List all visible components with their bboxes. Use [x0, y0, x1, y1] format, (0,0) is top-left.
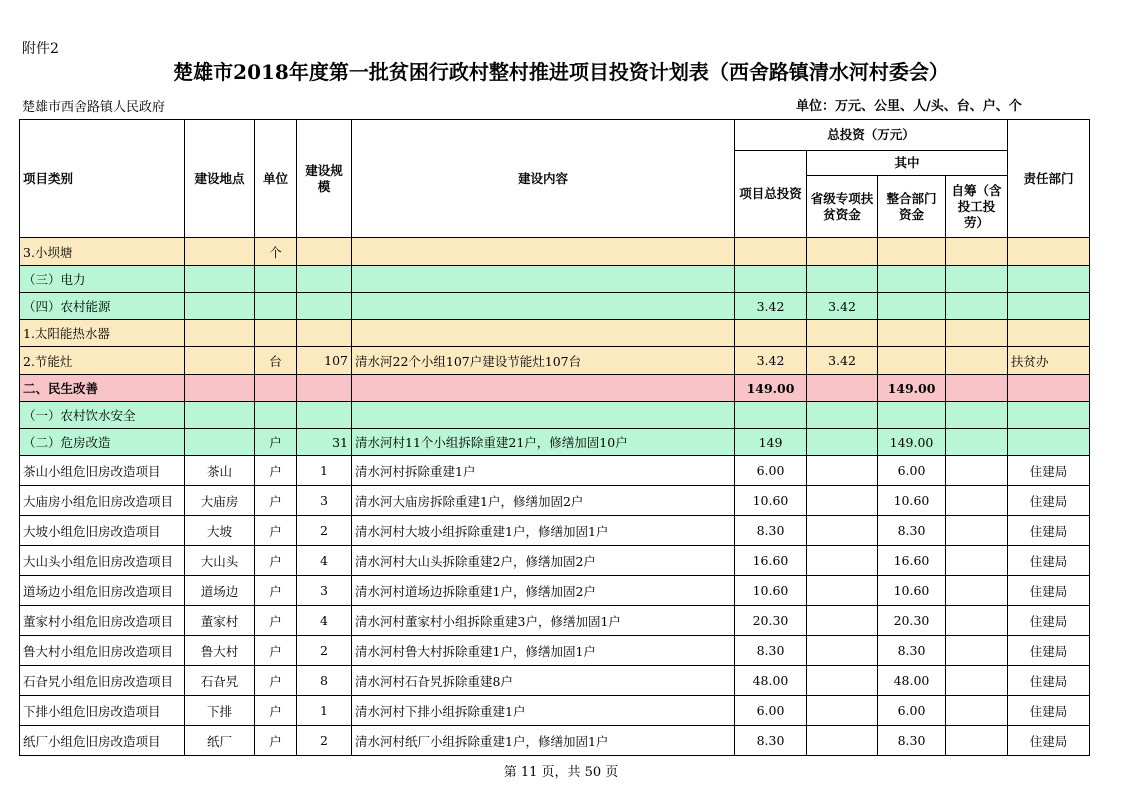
issuer-name: 楚雄市西舍路镇人民政府 — [22, 100, 166, 115]
cell-unit — [255, 402, 297, 429]
cell-location: 大山头 — [185, 546, 255, 576]
cell-integrated — [878, 266, 946, 293]
cell-integrated: 16.60 — [878, 546, 946, 576]
cell-content: 清水河村大山头拆除重建2户，修缮加固2户 — [352, 546, 735, 576]
cell-content — [352, 293, 735, 320]
cell-dept: 住建局 — [1008, 696, 1090, 726]
cell-unit — [255, 320, 297, 347]
cell-self — [946, 576, 1008, 606]
cell-total: 16.60 — [735, 546, 807, 576]
cell-unit — [255, 375, 297, 402]
cell-provincial: 3.42 — [807, 293, 878, 320]
cell-integrated — [878, 347, 946, 375]
cell-content: 清水河村鲁大村拆除重建1户，修缮加固1户 — [352, 636, 735, 666]
cell-scale: 2 — [297, 636, 352, 666]
cell-location — [185, 402, 255, 429]
header-dept: 责任部门 — [1008, 120, 1090, 238]
cell-total: 3.42 — [735, 347, 807, 375]
cell-location — [185, 347, 255, 375]
cell-provincial — [807, 726, 878, 756]
cell-provincial — [807, 486, 878, 516]
cell-dept: 住建局 — [1008, 516, 1090, 546]
cell-integrated: 8.30 — [878, 636, 946, 666]
cell-self — [946, 320, 1008, 347]
cell-unit — [255, 293, 297, 320]
cell-content: 清水河村大坡小组拆除重建1户，修缮加固1户 — [352, 516, 735, 546]
cell-self — [946, 486, 1008, 516]
cell-dept: 住建局 — [1008, 726, 1090, 756]
cell-provincial — [807, 606, 878, 636]
cell-unit: 户 — [255, 486, 297, 516]
cell-unit: 台 — [255, 347, 297, 375]
cell-self — [946, 238, 1008, 266]
cell-category: 鲁大村小组危旧房改造项目 — [20, 636, 185, 666]
cell-provincial — [807, 402, 878, 429]
cell-self — [946, 636, 1008, 666]
cell-integrated — [878, 402, 946, 429]
cell-integrated: 20.30 — [878, 606, 946, 636]
cell-provincial: 3.42 — [807, 347, 878, 375]
cell-dept: 住建局 — [1008, 456, 1090, 486]
cell-integrated: 8.30 — [878, 726, 946, 756]
cell-dept — [1008, 238, 1090, 266]
header-scale: 建设规模 — [297, 120, 352, 238]
header-location: 建设地点 — [185, 120, 255, 238]
cell-location: 道场边 — [185, 576, 255, 606]
cell-content — [352, 320, 735, 347]
cell-scale: 1 — [297, 456, 352, 486]
cell-integrated — [878, 238, 946, 266]
cell-total — [735, 266, 807, 293]
table-row — [20, 320, 1090, 347]
cell-self — [946, 606, 1008, 636]
cell-dept: 住建局 — [1008, 636, 1090, 666]
header-provincial: 省级专项扶贫资金 — [807, 176, 878, 238]
cell-integrated — [878, 320, 946, 347]
cell-scale — [297, 293, 352, 320]
cell-content: 清水河村下排小组拆除重建1户 — [352, 696, 735, 726]
cell-content — [352, 402, 735, 429]
cell-location — [185, 375, 255, 402]
cell-category: 3.小坝塘 — [20, 238, 185, 266]
table-row — [20, 546, 1090, 576]
cell-location — [185, 238, 255, 266]
cell-dept — [1008, 293, 1090, 320]
table-row — [20, 726, 1090, 756]
cell-total: 8.30 — [735, 636, 807, 666]
cell-content: 清水河村拆除重建1户 — [352, 456, 735, 486]
cell-dept — [1008, 266, 1090, 293]
cell-location — [185, 429, 255, 456]
cell-location: 茶山 — [185, 456, 255, 486]
cell-self — [946, 516, 1008, 546]
cell-integrated: 6.00 — [878, 696, 946, 726]
cell-provincial — [807, 546, 878, 576]
header-total-investment: 总投资（万元） — [735, 120, 1008, 151]
cell-scale: 3 — [297, 576, 352, 606]
cell-self — [946, 293, 1008, 320]
cell-location: 下排 — [185, 696, 255, 726]
cell-integrated: 10.60 — [878, 486, 946, 516]
cell-unit: 户 — [255, 666, 297, 696]
cell-total: 8.30 — [735, 516, 807, 546]
table-row — [20, 429, 1090, 456]
cell-dept: 住建局 — [1008, 486, 1090, 516]
cell-scale: 3 — [297, 486, 352, 516]
cell-location — [185, 320, 255, 347]
cell-content: 清水河村董家村小组拆除重建3户，修缮加固1户 — [352, 606, 735, 636]
cell-category: 2.节能灶 — [20, 347, 185, 375]
page-footer: 第 11 页，共 50 页 — [503, 765, 619, 780]
table-row — [20, 516, 1090, 546]
cell-self — [946, 666, 1008, 696]
cell-dept — [1008, 402, 1090, 429]
cell-dept: 住建局 — [1008, 606, 1090, 636]
cell-content — [352, 238, 735, 266]
cell-dept: 扶贫办 — [1008, 347, 1090, 375]
attachment-label: 附件2 — [22, 41, 59, 57]
cell-category: 大坡小组危旧房改造项目 — [20, 516, 185, 546]
table-row — [20, 375, 1090, 402]
header-content: 建设内容 — [352, 120, 735, 238]
table-row — [20, 266, 1090, 293]
cell-provincial — [807, 696, 878, 726]
cell-content — [352, 266, 735, 293]
cell-integrated: 48.00 — [878, 666, 946, 696]
header-among: 其中 — [807, 151, 1008, 176]
cell-category: （四）农村能源 — [20, 293, 185, 320]
cell-dept — [1008, 320, 1090, 347]
cell-category: 二、民生改善 — [20, 375, 185, 402]
header-project-total: 项目总投资 — [735, 151, 807, 238]
cell-content: 清水河村11个小组拆除重建21户，修缮加固10户 — [352, 429, 735, 456]
table-row — [20, 666, 1090, 696]
cell-unit: 户 — [255, 636, 297, 666]
cell-provincial — [807, 320, 878, 347]
table-row — [20, 636, 1090, 666]
cell-scale: 8 — [297, 666, 352, 696]
cell-category: 1.太阳能热水器 — [20, 320, 185, 347]
cell-category: 下排小组危旧房改造项目 — [20, 696, 185, 726]
cell-total: 6.00 — [735, 456, 807, 486]
table-row — [20, 238, 1090, 266]
cell-provincial — [807, 636, 878, 666]
cell-scale: 2 — [297, 516, 352, 546]
cell-scale: 4 — [297, 606, 352, 636]
document-title: 楚雄市2018年度第一批贫困行政村整村推进项目投资计划表（西舍路镇清水河村委会） — [173, 60, 949, 84]
units-note: 单位：万元、公里、人/头、台、户、个 — [796, 99, 1022, 114]
header-self-raised: 自筹（含投工投劳） — [946, 176, 1008, 238]
cell-total: 149.00 — [735, 375, 807, 402]
cell-integrated: 8.30 — [878, 516, 946, 546]
cell-location — [185, 293, 255, 320]
cell-total: 149 — [735, 429, 807, 456]
cell-unit — [255, 266, 297, 293]
cell-provincial — [807, 375, 878, 402]
cell-unit: 户 — [255, 429, 297, 456]
cell-self — [946, 347, 1008, 375]
cell-self — [946, 456, 1008, 486]
cell-self — [946, 266, 1008, 293]
cell-total: 10.60 — [735, 576, 807, 606]
investment-table — [19, 119, 1090, 756]
cell-provincial — [807, 266, 878, 293]
cell-category: 石旮旯小组危旧房改造项目 — [20, 666, 185, 696]
cell-unit: 户 — [255, 456, 297, 486]
cell-unit: 户 — [255, 696, 297, 726]
cell-self — [946, 375, 1008, 402]
cell-scale: 31 — [297, 429, 352, 456]
cell-provincial — [807, 516, 878, 546]
cell-category: 大山头小组危旧房改造项目 — [20, 546, 185, 576]
cell-provincial — [807, 576, 878, 606]
cell-dept: 住建局 — [1008, 666, 1090, 696]
header-unit: 单位 — [255, 120, 297, 238]
cell-category: 纸厂小组危旧房改造项目 — [20, 726, 185, 756]
cell-integrated: 10.60 — [878, 576, 946, 606]
cell-scale — [297, 402, 352, 429]
cell-integrated: 149.00 — [878, 429, 946, 456]
cell-category: 大庙房小组危旧房改造项目 — [20, 486, 185, 516]
cell-self — [946, 546, 1008, 576]
cell-content: 清水河大庙房拆除重建1户，修缮加固2户 — [352, 486, 735, 516]
cell-provincial — [807, 666, 878, 696]
table-row — [20, 486, 1090, 516]
cell-dept — [1008, 375, 1090, 402]
cell-category: （二）危房改造 — [20, 429, 185, 456]
header-integrated: 整合部门资金 — [878, 176, 946, 238]
cell-category: 茶山小组危旧房改造项目 — [20, 456, 185, 486]
cell-unit: 户 — [255, 576, 297, 606]
cell-unit: 个 — [255, 238, 297, 266]
cell-self — [946, 726, 1008, 756]
cell-location: 董家村 — [185, 606, 255, 636]
cell-provincial — [807, 429, 878, 456]
cell-unit: 户 — [255, 546, 297, 576]
cell-provincial — [807, 456, 878, 486]
cell-total: 3.42 — [735, 293, 807, 320]
cell-unit: 户 — [255, 516, 297, 546]
cell-scale — [297, 266, 352, 293]
table-row — [20, 696, 1090, 726]
table-row — [20, 293, 1090, 320]
cell-self — [946, 696, 1008, 726]
cell-integrated — [878, 293, 946, 320]
cell-total — [735, 238, 807, 266]
cell-dept — [1008, 429, 1090, 456]
table-row — [20, 606, 1090, 636]
cell-content: 清水河村纸厂小组拆除重建1户，修缮加固1户 — [352, 726, 735, 756]
cell-content: 清水河22个小组107户建设节能灶107台 — [352, 347, 735, 375]
cell-category: （一）农村饮水安全 — [20, 402, 185, 429]
cell-scale: 107 — [297, 347, 352, 375]
cell-total: 48.00 — [735, 666, 807, 696]
cell-scale — [297, 375, 352, 402]
table-row — [20, 402, 1090, 429]
cell-total: 6.00 — [735, 696, 807, 726]
cell-scale: 1 — [297, 696, 352, 726]
cell-total: 8.30 — [735, 726, 807, 756]
table-row — [20, 347, 1090, 375]
table-row — [20, 456, 1090, 486]
cell-total — [735, 320, 807, 347]
cell-location: 纸厂 — [185, 726, 255, 756]
cell-dept: 住建局 — [1008, 546, 1090, 576]
cell-total: 20.30 — [735, 606, 807, 636]
cell-integrated: 6.00 — [878, 456, 946, 486]
cell-self — [946, 402, 1008, 429]
cell-location: 大庙房 — [185, 486, 255, 516]
cell-provincial — [807, 238, 878, 266]
cell-content — [352, 375, 735, 402]
cell-self — [946, 429, 1008, 456]
cell-scale — [297, 238, 352, 266]
cell-total — [735, 402, 807, 429]
cell-category: （三）电力 — [20, 266, 185, 293]
cell-scale: 2 — [297, 726, 352, 756]
cell-location: 鲁大村 — [185, 636, 255, 666]
cell-unit: 户 — [255, 606, 297, 636]
cell-location — [185, 266, 255, 293]
cell-category: 道场边小组危旧房改造项目 — [20, 576, 185, 606]
cell-integrated: 149.00 — [878, 375, 946, 402]
cell-dept: 住建局 — [1008, 576, 1090, 606]
table-row — [20, 576, 1090, 606]
table-body — [20, 238, 1090, 756]
cell-content: 清水河村道场边拆除重建1户，修缮加固2户 — [352, 576, 735, 606]
cell-location: 石旮旯 — [185, 666, 255, 696]
cell-category: 董家村小组危旧房改造项目 — [20, 606, 185, 636]
cell-total: 10.60 — [735, 486, 807, 516]
cell-content: 清水河村石旮旯拆除重建8户 — [352, 666, 735, 696]
cell-unit: 户 — [255, 726, 297, 756]
cell-location: 大坡 — [185, 516, 255, 546]
cell-scale — [297, 320, 352, 347]
cell-scale: 4 — [297, 546, 352, 576]
header-category: 项目类别 — [20, 120, 185, 238]
